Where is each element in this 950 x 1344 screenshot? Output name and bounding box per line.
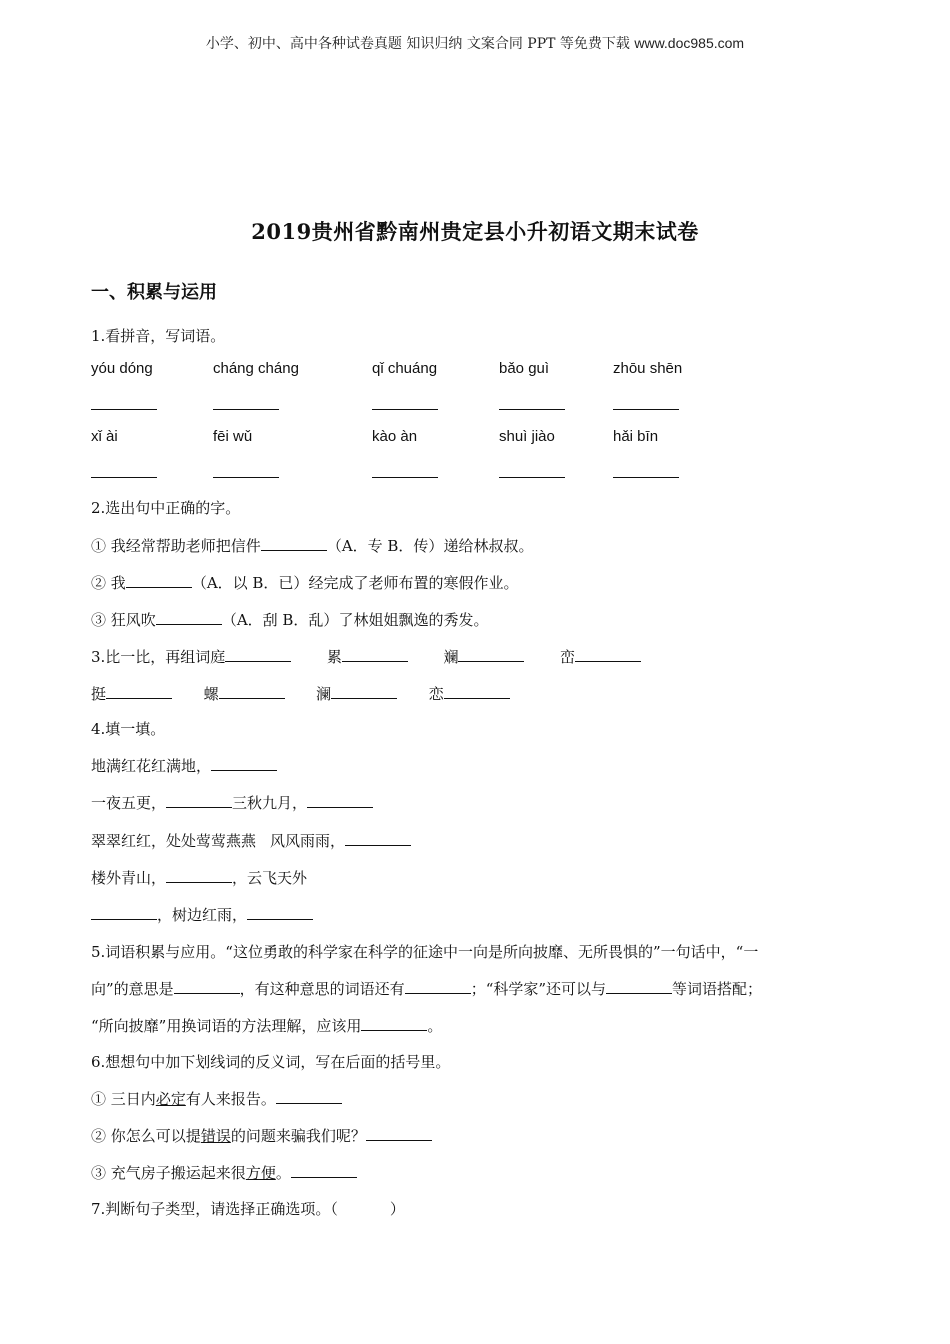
- answer-blank[interactable]: [247, 905, 313, 920]
- pinyin-cell: yóu dóng: [91, 360, 153, 377]
- answer-blank[interactable]: [276, 1089, 342, 1104]
- verse-text: 三秋九月，: [232, 794, 308, 812]
- verse-text: ，树边红雨，: [157, 906, 248, 924]
- q1-prompt: 1.看拼音，写词语。: [91, 327, 226, 345]
- answer-blank[interactable]: [106, 684, 172, 699]
- answer-blank[interactable]: [156, 610, 222, 625]
- answer-blank[interactable]: [405, 979, 471, 994]
- q4-line: [91, 868, 307, 888]
- pinyin-cell: bǎo guì: [499, 360, 550, 377]
- item-marker: ②: [91, 1127, 107, 1145]
- compare-char: 螺: [203, 685, 219, 703]
- pinyin-cell: xǐ ài: [91, 428, 118, 445]
- compare-char: 澜: [316, 685, 332, 703]
- q6-item: [91, 1163, 357, 1183]
- item-text: 。: [275, 1164, 291, 1182]
- pinyin-cell: shuì jiào: [499, 428, 555, 445]
- item-marker: ③: [91, 1164, 107, 1182]
- item-text: 的问题来骗我们呢？: [230, 1127, 366, 1145]
- q4-line: [91, 905, 313, 925]
- q7-prompt: [91, 1199, 405, 1219]
- q4-line: [91, 831, 411, 851]
- item-options: （A．刮 B．乱）: [221, 611, 339, 629]
- answer-blank[interactable]: [361, 1016, 427, 1031]
- answer-blank[interactable]: [261, 536, 327, 551]
- pinyin-cell: fēi wǔ: [213, 428, 253, 445]
- item-options: （A．专 B．传）: [326, 537, 444, 555]
- pinyin-row-1: [0, 360, 950, 380]
- q2-item: [91, 573, 518, 593]
- header-site[interactable]: www.doc985.com: [634, 35, 745, 51]
- pinyin-cell: qǐ chuáng: [372, 360, 438, 377]
- compare-char: 累: [326, 648, 342, 666]
- q2-item: [91, 536, 533, 556]
- q5-text: 等词语搭配；: [672, 980, 763, 998]
- answer-blank[interactable]: [166, 868, 232, 883]
- q6-item: [91, 1126, 432, 1146]
- item-text: 经完成了老师布置的寒假作业。: [308, 574, 519, 592]
- q5-line-3: [91, 1016, 442, 1036]
- q4-line: [91, 756, 277, 776]
- verse-text: 地满红花红满地，: [91, 757, 212, 775]
- item-text: 我: [110, 574, 126, 592]
- answer-row-1: [0, 395, 950, 415]
- item-marker: ①: [91, 537, 107, 555]
- compare-char: 挺: [91, 685, 107, 703]
- answer-blank[interactable]: [174, 979, 240, 994]
- q7-text: ）: [389, 1200, 405, 1218]
- answer-blank[interactable]: [331, 684, 397, 699]
- answer-blank[interactable]: [342, 647, 408, 662]
- underlined-word: 必定: [155, 1090, 186, 1108]
- answer-blank[interactable]: [91, 463, 157, 478]
- q5-text: 。: [427, 1017, 443, 1035]
- item-text: 你怎么可以提: [110, 1127, 201, 1145]
- q4-line: [91, 793, 373, 813]
- answer-blank[interactable]: [219, 684, 285, 699]
- item-text: 充气房子搬运起来很: [110, 1164, 246, 1182]
- answer-blank[interactable]: [458, 647, 524, 662]
- q3-prompt: 3.比一比，再组词庭: [91, 648, 226, 666]
- item-text: 递给林叔叔。: [443, 537, 534, 555]
- answer-blank[interactable]: [613, 463, 679, 478]
- answer-blank[interactable]: [225, 647, 291, 662]
- q5-text: “所向披靡”用换词语的方法理解，应该用: [91, 1017, 362, 1035]
- item-marker: ②: [91, 574, 107, 592]
- q6-prompt: 6.想想句中加下划线词的反义词，写在后面的括号里。: [91, 1053, 451, 1071]
- q5-line-1: 5.词语积累与应用。“这位勇敢的科学家在科学的征途中一向是所向披靡、无所畏惧的”一句话中，“一: [91, 943, 759, 961]
- answer-blank[interactable]: [606, 979, 672, 994]
- header-text: 小学、初中、高中各种试卷真题 知识归纳 文案合同 PPT 等免费下载: [205, 36, 630, 52]
- answer-blank[interactable]: [126, 573, 192, 588]
- compare-char: 恋: [428, 685, 444, 703]
- underlined-word: 方便: [245, 1164, 276, 1182]
- pinyin-row-2: [0, 428, 950, 448]
- q5-text: ；“科学家”还可以与: [470, 980, 607, 998]
- verse-text: 风风雨雨，: [270, 832, 346, 850]
- answer-blank[interactable]: [211, 756, 277, 771]
- verse-text: 一夜五更，: [91, 794, 167, 812]
- answer-blank[interactable]: [91, 395, 157, 410]
- compare-char: 峦: [560, 648, 576, 666]
- answer-blank[interactable]: [291, 1163, 357, 1178]
- q3-row-1: [91, 647, 641, 667]
- q7-text: 7.判断句子类型，请选择正确选项。（: [91, 1200, 338, 1218]
- verse-text: 楼外青山，: [91, 869, 167, 887]
- pinyin-cell: kào àn: [372, 428, 418, 445]
- pinyin-cell: zhōu shēn: [613, 360, 683, 377]
- section-title: 一、积累与运用: [91, 282, 217, 303]
- answer-blank[interactable]: [444, 684, 510, 699]
- answer-blank[interactable]: [307, 793, 373, 808]
- page-header: [0, 33, 950, 53]
- q5-text: ，有这种意思的词语还有: [239, 980, 405, 998]
- answer-row-2: [0, 463, 950, 483]
- answer-blank[interactable]: [575, 647, 641, 662]
- item-text: 狂风吹: [110, 611, 156, 629]
- answer-blank[interactable]: [345, 831, 411, 846]
- q4-prompt: 4.填一填。: [91, 720, 166, 738]
- answer-blank[interactable]: [213, 395, 279, 410]
- item-text: 三日内: [110, 1090, 156, 1108]
- item-text: 有人来报告。: [185, 1090, 276, 1108]
- q5-text: 向”的意思是: [91, 980, 174, 998]
- item-marker: ①: [91, 1090, 107, 1108]
- item-text: 了林姐姐飘逸的秀发。: [338, 611, 489, 629]
- answer-blank[interactable]: [166, 793, 232, 808]
- answer-blank[interactable]: [366, 1126, 432, 1141]
- answer-blank[interactable]: [372, 395, 438, 410]
- page-title: 2019贵州省黔南州贵定县小升初语文期末试卷: [251, 219, 699, 244]
- pinyin-cell: hǎi bīn: [613, 428, 659, 445]
- q6-item: [91, 1089, 342, 1109]
- verse-text: 翠翠红红，处处莺莺燕燕: [91, 832, 257, 850]
- underlined-word: 错误: [200, 1127, 231, 1145]
- q2-prompt: 2.选出句中正确的字。: [91, 499, 241, 517]
- answer-blank[interactable]: [91, 905, 157, 920]
- item-text: 我经常帮助老师把信件: [110, 537, 261, 555]
- item-options: （A．以 B．已）: [191, 574, 309, 592]
- pinyin-cell: cháng cháng: [213, 360, 299, 377]
- answer-blank[interactable]: [499, 395, 565, 410]
- q5-line-2: [91, 979, 762, 999]
- answer-blank[interactable]: [213, 463, 279, 478]
- answer-blank[interactable]: [372, 463, 438, 478]
- answer-blank[interactable]: [499, 463, 565, 478]
- verse-text: ，云飞天外: [232, 869, 308, 887]
- compare-char: 斓: [443, 648, 459, 666]
- item-marker: ③: [91, 611, 107, 629]
- answer-blank[interactable]: [613, 395, 679, 410]
- q2-item: [91, 610, 488, 630]
- q3-row-2: [91, 684, 510, 704]
